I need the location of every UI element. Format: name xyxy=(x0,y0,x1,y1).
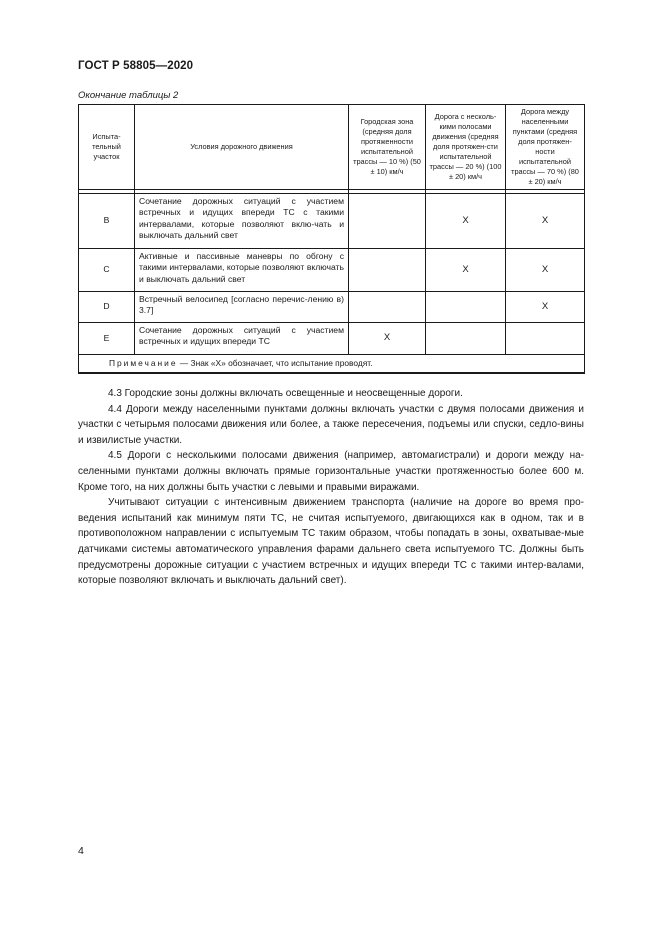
row-city-mark: X xyxy=(349,323,426,355)
row-section: B xyxy=(79,194,135,249)
row-intercity-mark: X xyxy=(506,292,585,323)
row-conditions: Активные и пассивные маневры по обгону с такими интервалами, которые позволяют включать и выключать дальний свет xyxy=(135,249,349,292)
row-conditions: Сочетание дорожных ситуаций с участием встречных и идущих впереди ТС xyxy=(135,323,349,355)
page-number: 4 xyxy=(78,845,84,857)
header-intercity: Дорога между населенными пунктами (средняя доля протяжен-ности испытательной трассы — 70 %) (80 ± 20) км/ч xyxy=(506,105,585,190)
paragraph-4-5: 4.5 Дороги с несколькими полосами движения (например, автомагистрали) и дороги между на-селенными пунктами должны включать прямые горизонтальные участки протяженностью более 600 м. Кроме того, на них должны быть участки с левыми и правыми виражами. xyxy=(78,450,584,493)
header-city: Городская зона (средняя доля протяженности испытательной трассы — 10 %) (50 ± 10) км/ч xyxy=(349,105,426,190)
row-conditions: Сочетание дорожных ситуаций с участием встречных и идущих впереди ТС с такими интервалами, которые позволяют вклю-чать и выключать дальний свет xyxy=(135,194,349,249)
row-section: D xyxy=(79,292,135,323)
paragraph-traffic: Учитывают ситуации с интенсивным движением транспорта (наличие на дороге во время про-ведения испытаний как минимум пяти ТС, не считая испытуемого, двигающихся как в одном, так и в противоположном направлении с испытуемым ТС таким образом, чтобы попадать в зоны, охватывае-мые датчиками системы автоматического управления фарами дальнего света испытуемого ТС. Должны быть предусмотрены дорожные ситуации с участием встречных и идущих впереди ТС с такими интер-валами, которые позволяют включать и выключать дальний свет). xyxy=(78,497,584,587)
paragraph-4-4: 4.4 Дороги между населенными пунктами должны включать участки с двумя полосами движения и участки с четырьмя полосами движения или более, а также пересечения, подъемы или спуски, седло-вины и извилистые участки. xyxy=(78,403,584,446)
header-conditions: Условия дорожного движения xyxy=(135,105,349,190)
standard-header: ГОСТ Р 58805—2020 xyxy=(78,60,194,72)
header-section: Испыта-тельный участок xyxy=(79,105,135,190)
table-row xyxy=(79,292,585,323)
row-multilane-mark: X xyxy=(426,249,506,292)
body-text xyxy=(78,386,584,589)
note-text: — Знак «X» обозначает, что испытание проводят. xyxy=(177,358,373,368)
note-label: Примечание xyxy=(109,358,178,368)
table-note xyxy=(79,355,585,374)
row-multilane-mark: X xyxy=(426,194,506,249)
header-multilane: Дорога с несколь-кими полосами движения (средняя доля протяжен-сти испытательной трассы — 20 %) (100 ± 20) км/ч xyxy=(426,105,506,190)
table-caption: Окончание таблицы 2 xyxy=(78,90,179,101)
table-row xyxy=(79,323,585,355)
row-multilane-mark xyxy=(426,292,506,323)
table-header xyxy=(79,105,585,194)
paragraph-4-3: 4.3 Городские зоны должны включать освещенные и неосвещенные дороги. xyxy=(108,388,463,399)
row-section: E xyxy=(79,323,135,355)
row-intercity-mark xyxy=(506,323,585,355)
table-note-row xyxy=(79,355,585,374)
row-multilane-mark xyxy=(426,323,506,355)
row-intercity-mark: X xyxy=(506,249,585,292)
row-city-mark xyxy=(349,292,426,323)
row-intercity-mark: X xyxy=(506,194,585,249)
row-city-mark xyxy=(349,249,426,292)
table-row xyxy=(79,194,585,249)
row-section: C xyxy=(79,249,135,292)
conditions-table xyxy=(78,104,585,374)
table-row xyxy=(79,249,585,292)
row-conditions: Встречный велосипед [согласно перечис-лению в) 3.7] xyxy=(135,292,349,323)
row-city-mark xyxy=(349,194,426,249)
